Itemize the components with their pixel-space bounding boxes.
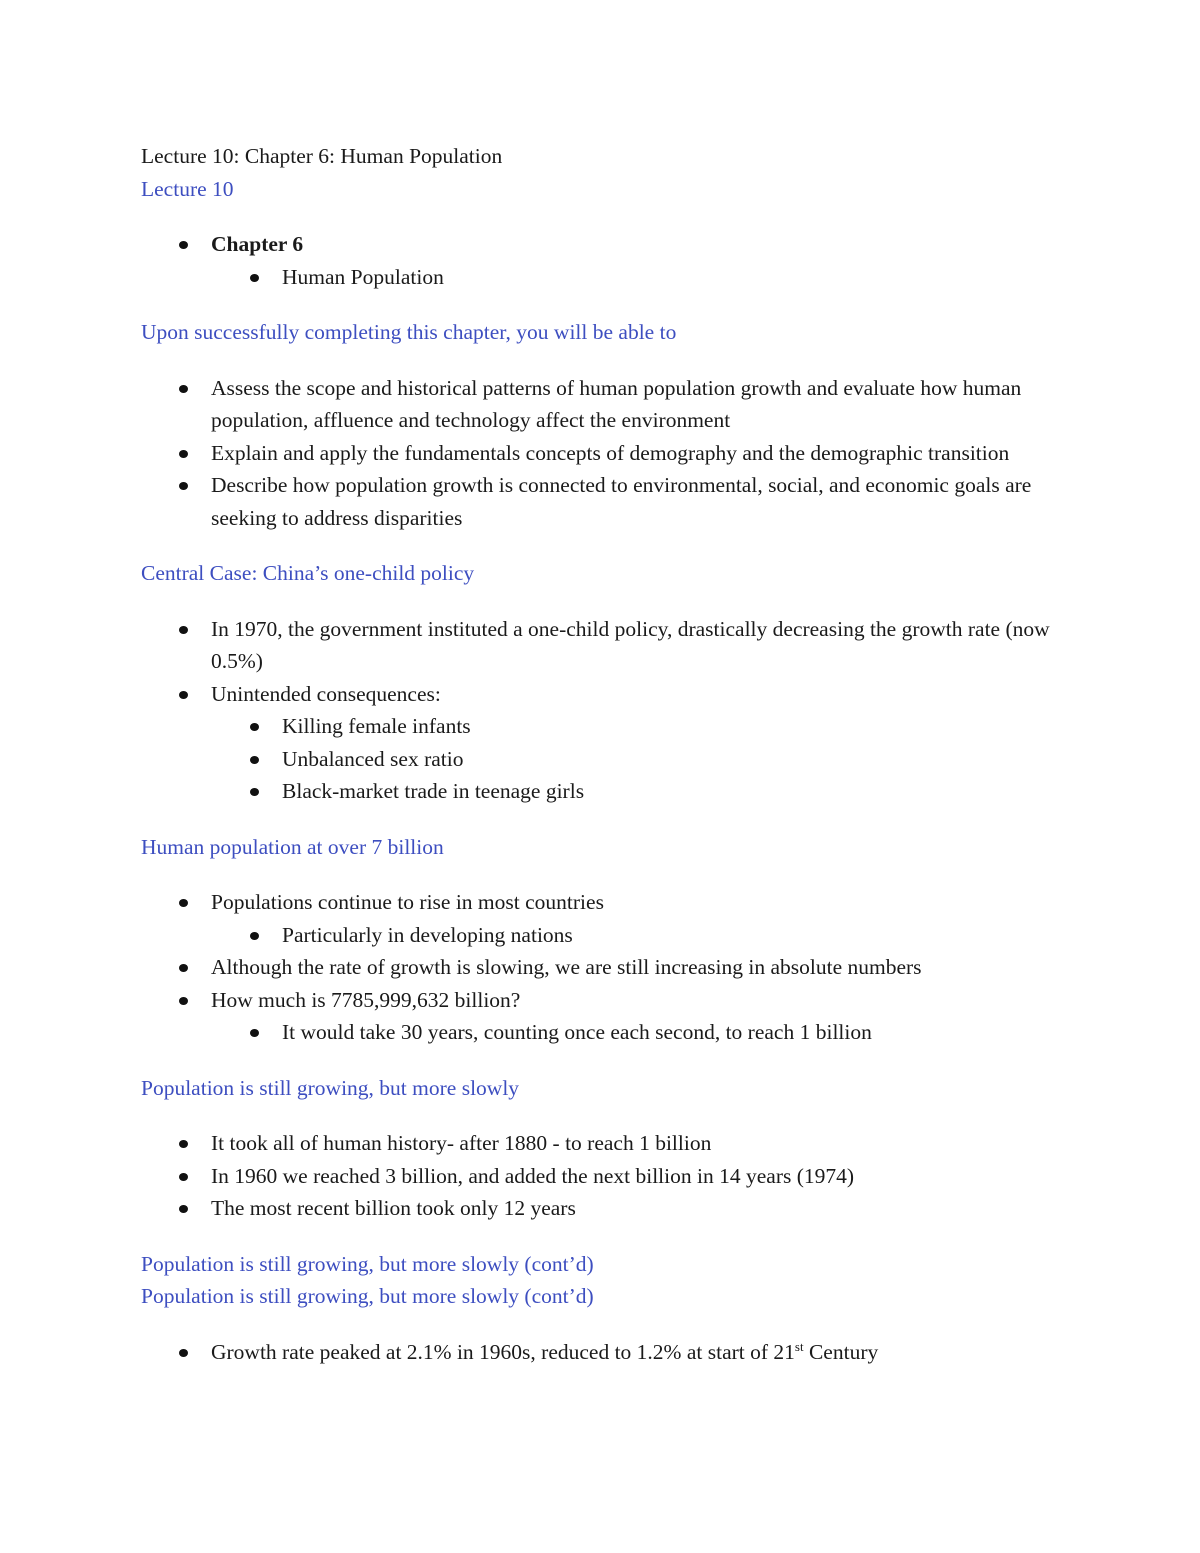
list-item: Growth rate peaked at 2.1% in 1960s, reduced to 1.2% at start of 21st Century: [141, 1336, 1071, 1369]
objectives-heading: Upon successfully completing this chapter, you will be able to: [141, 320, 677, 344]
list-item: How much is 7785,999,632 billion?: [141, 984, 1071, 1017]
bullet-icon: [179, 964, 188, 972]
lecture-heading: Lecture 10: [141, 176, 234, 201]
bullet-icon: [250, 723, 259, 731]
list-item: The most recent billion took only 12 years: [141, 1192, 1071, 1225]
growing-contd-heading: Population is still growing, but more slowly (cont’d): [141, 1251, 594, 1276]
chapter-outline-list: [141, 228, 1071, 293]
bullet-icon: [179, 1173, 188, 1181]
list-item: Chapter 6: [141, 228, 1071, 261]
central-case-list: [141, 613, 1071, 808]
growing-heading: Population is still growing, but more slowly: [141, 1075, 520, 1100]
bullet-icon: [179, 997, 188, 1005]
bullet-icon: [179, 626, 188, 634]
central-case-heading: Central Case: China’s one-child policy: [141, 561, 475, 585]
bullet-icon: [179, 1140, 188, 1148]
document-title: Lecture 10: Chapter 6: Human Population: [141, 144, 503, 168]
bullet-icon: [179, 482, 188, 490]
bullet-icon: [179, 1349, 188, 1357]
list-item: Describe how population growth is connected to environmental, social, and economic goals are seeking to address disparities: [141, 469, 1071, 534]
bullet-icon: [179, 241, 188, 249]
list-item: Populations continue to rise in most countries: [141, 886, 1071, 919]
list-item: Unbalanced sex ratio: [141, 743, 1071, 776]
list-item: Human Population: [141, 261, 1071, 294]
bullet-icon: [250, 274, 259, 282]
list-item: Unintended consequences:: [141, 678, 1071, 711]
bullet-icon: [250, 932, 259, 940]
bullet-icon: [179, 450, 188, 458]
growing-contd-list: [141, 1336, 1071, 1369]
bullet-icon: [179, 899, 188, 907]
growing-contd-heading: Population is still growing, but more slowly (cont’d): [141, 1284, 594, 1308]
list-item: Particularly in developing nations: [141, 919, 1071, 952]
bullet-icon: [179, 385, 188, 393]
list-item: Explain and apply the fundamentals concepts of demography and the demographic transition: [141, 437, 1071, 470]
document-page: [141, 140, 1071, 1368]
list-item: Assess the scope and historical patterns of human population growth and evaluate how human population, affluence and technology affect the environment: [141, 372, 1071, 437]
list-item: In 1970, the government instituted a one-child policy, drastically decreasing the growth rate (now 0.5%): [141, 613, 1071, 678]
bullet-icon: [250, 1029, 259, 1037]
list-item: Killing female infants: [141, 710, 1071, 743]
growing-list: [141, 1127, 1071, 1225]
objectives-list: [141, 372, 1071, 535]
list-item: In 1960 we reached 3 billion, and added the next billion in 14 years (1974): [141, 1160, 1071, 1193]
bullet-icon: [250, 756, 259, 764]
bullet-icon: [179, 691, 188, 699]
list-item: Although the rate of growth is slowing, we are still increasing in absolute numbers: [141, 951, 1071, 984]
bullet-icon: [179, 1205, 188, 1213]
bullet-icon: [250, 788, 259, 796]
list-item: It would take 30 years, counting once each second, to reach 1 billion: [141, 1016, 1071, 1049]
list-item: It took all of human history- after 1880 - to reach 1 billion: [141, 1127, 1071, 1160]
population-list: [141, 886, 1071, 1049]
list-item: Black-market trade in teenage girls: [141, 775, 1071, 808]
population-heading: Human population at over 7 billion: [141, 834, 444, 859]
